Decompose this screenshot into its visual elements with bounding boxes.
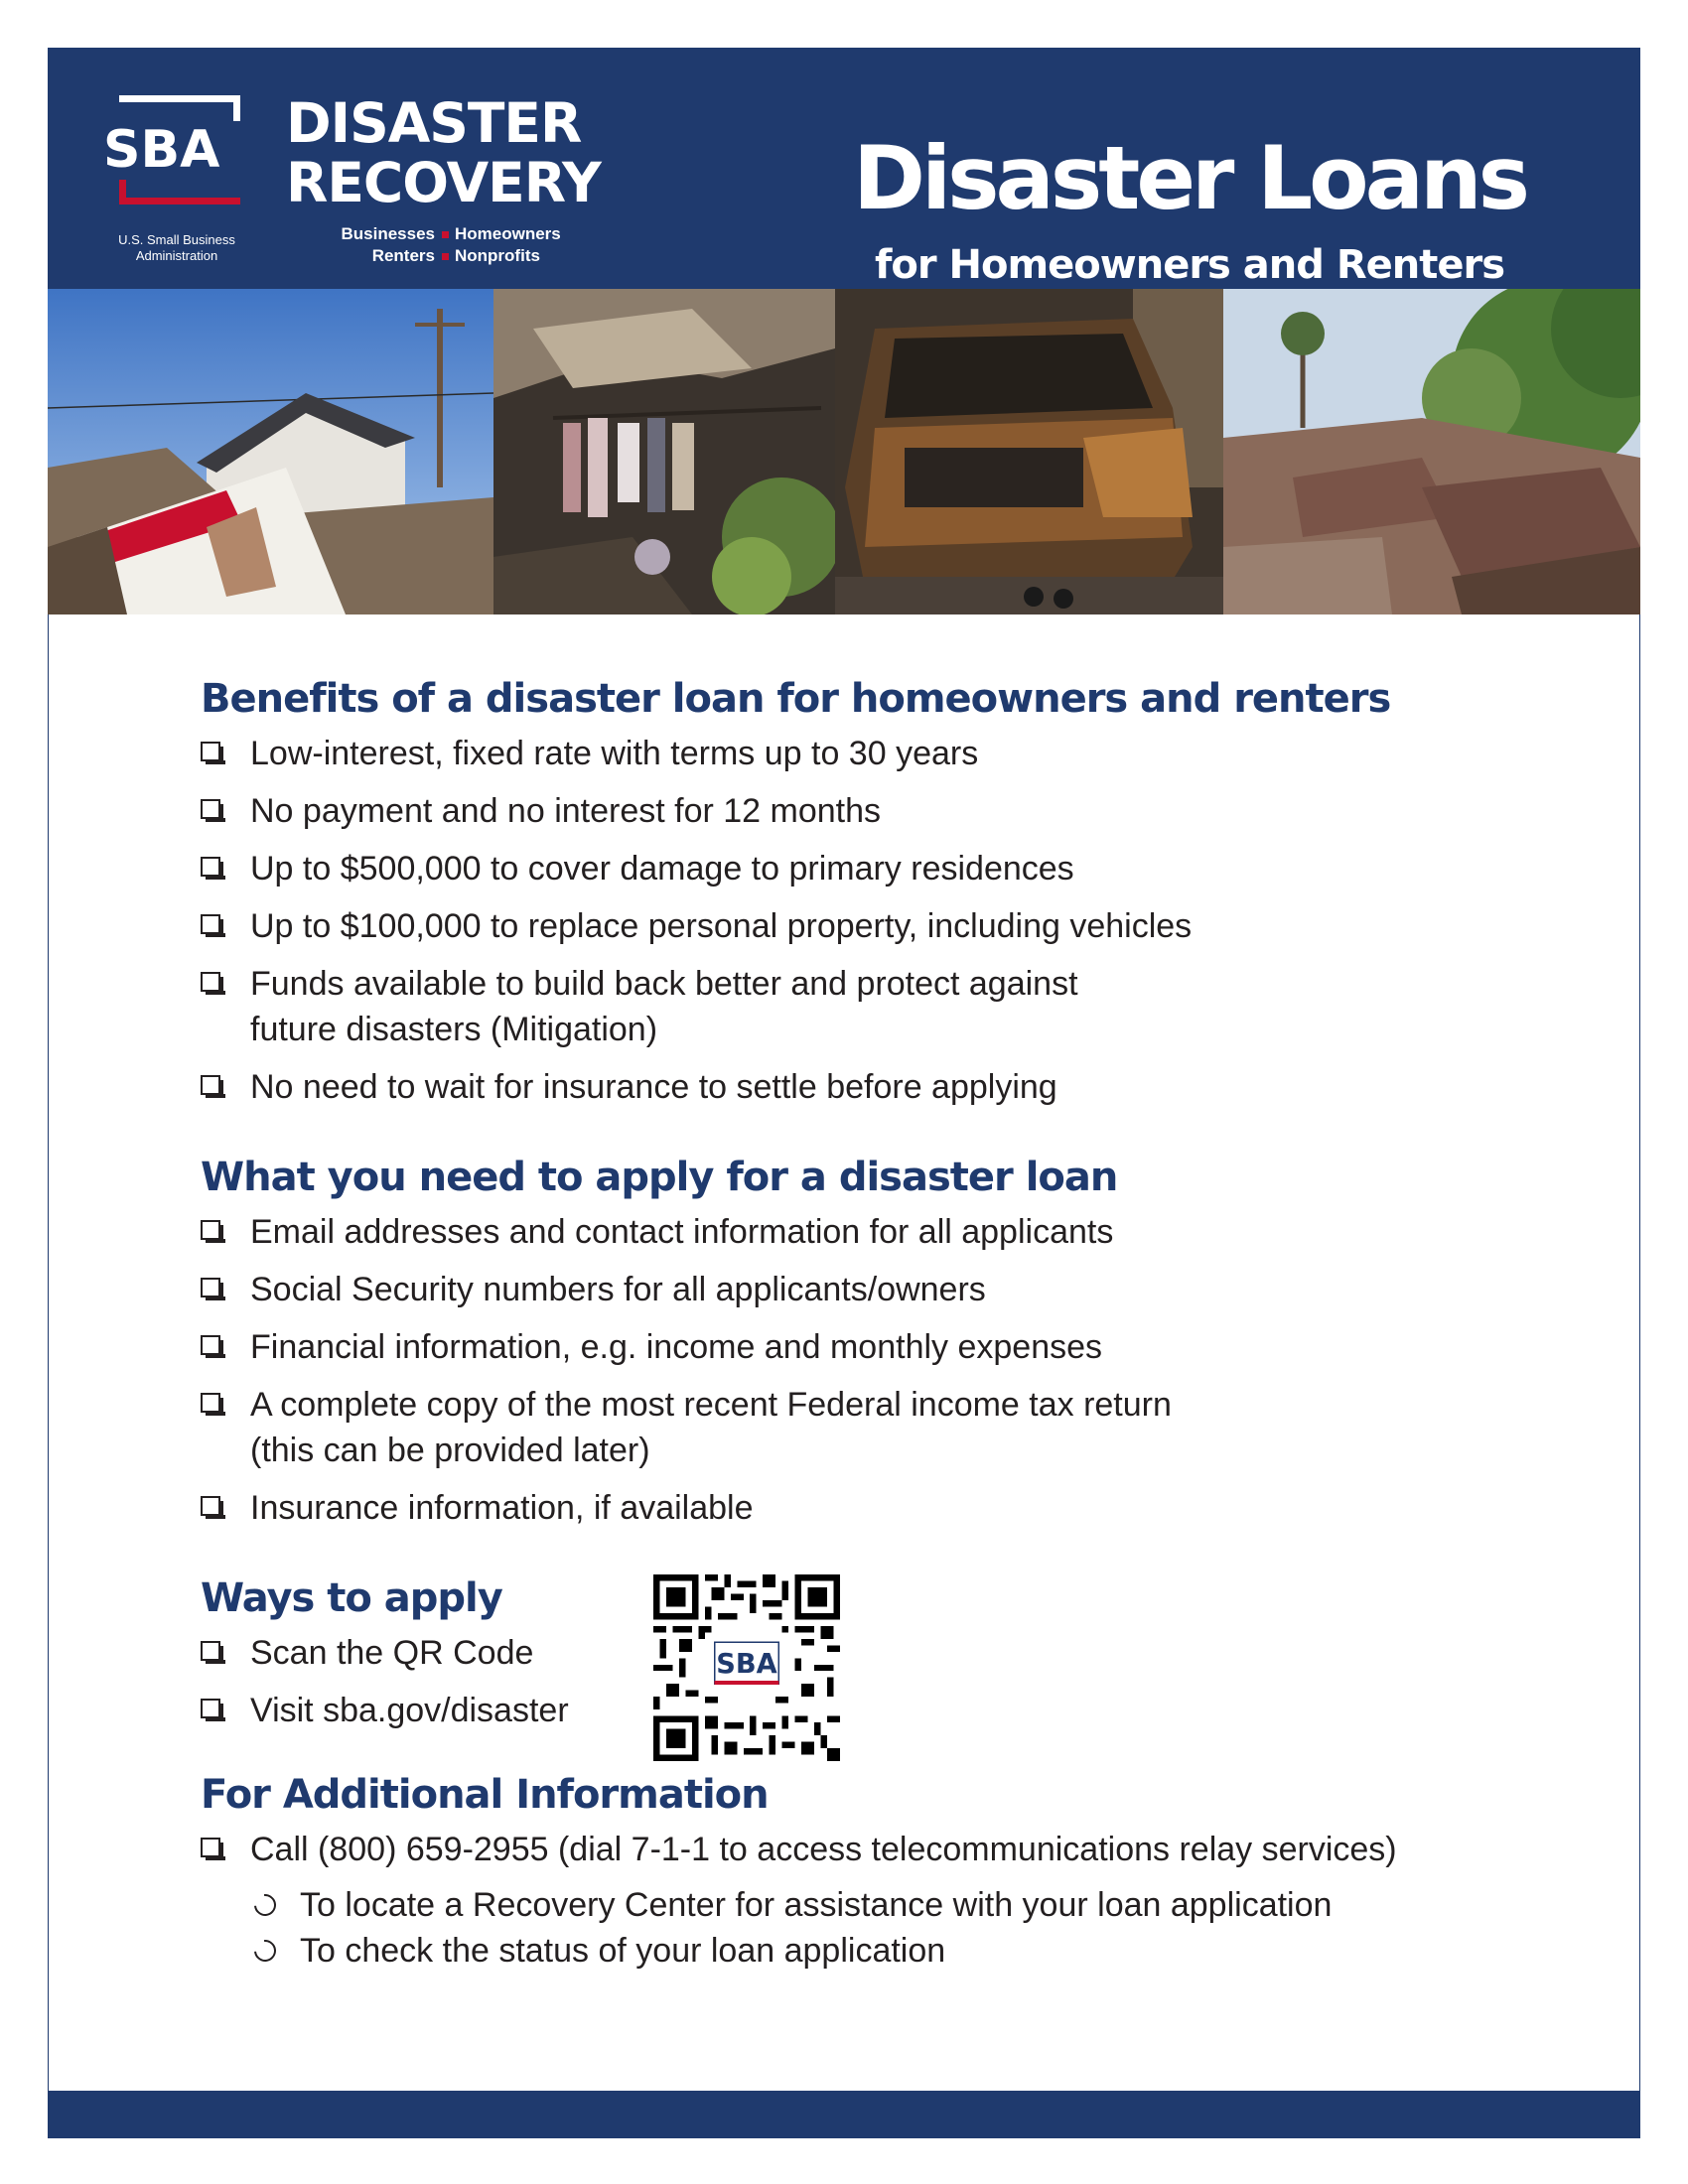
disaster-recovery-title: DISASTER RECOVERY [286,91,601,214]
qr-code[interactable] [653,1574,840,1761]
photo-damaged-interior [493,289,835,614]
svg-text:SBA: SBA [103,120,220,180]
checkbox-icon [201,1496,220,1516]
phone-number-text: Call (800) 659-2955 (dial 7-1-1 to access telecommunications relay services) [250,1831,1397,1868]
checkbox-icon [201,799,220,819]
page-title: Disaster Loans [852,127,1527,229]
circle-bullet-icon [250,1936,281,1967]
checkbox-icon [201,1335,220,1355]
page-subtitle: for Homeowners and Renters [874,242,1505,288]
checkbox-icon [201,1699,220,1718]
photo-collapsed-house [48,289,493,614]
checkbox-icon [201,1220,220,1240]
red-square-bullet [442,231,449,238]
checkbox-icon [201,742,220,761]
sba-logo [99,95,258,205]
category-homeowners: Homeowners [455,224,561,243]
list-item: Financial information, e.g. income and monthly expenses [201,1324,1491,1370]
list-item: Scan the QR Code [201,1630,1491,1676]
list-item: Up to $100,000 to replace personal property, including vehicles [201,903,1491,949]
photo-collapsed-roof [1223,289,1640,614]
disaster-photo-strip [48,289,1640,614]
ways-to-apply-heading: Ways to apply [201,1575,502,1621]
header-banner [48,48,1640,289]
red-square-bullet [442,253,449,260]
list-item: Email addresses and contact information for all applicants [201,1209,1491,1255]
checkbox-icon [201,1075,220,1095]
benefits-heading: Benefits of a disaster loan for homeowners and renters [201,676,1391,722]
list-item [201,1827,1491,1872]
requirements-heading: What you need to apply for a disaster loan [201,1155,1118,1200]
list-item: Funds available to build back better and protect against future disasters (Mitigation) [201,961,1491,1052]
list-item: Low-interest, fixed rate with terms up to 30 years [201,731,1491,776]
svg-text:SBA: SBA [716,1649,777,1681]
list-item: No need to wait for insurance to settle before applying [201,1064,1491,1110]
photo-burned-car [835,289,1223,614]
sub-list-item: To locate a Recovery Center for assistance with your loan application [250,1882,1491,1928]
checkbox-icon [201,972,220,992]
ways-to-apply-section [201,1574,1491,1733]
category-businesses: Businesses [341,224,435,243]
list-item: Social Security numbers for all applicants/owners [201,1267,1491,1312]
requirements-section [201,1154,1491,1531]
checkbox-icon [201,1641,220,1661]
sub-list-item: To check the status of your loan application [250,1928,1491,1974]
footer-bar [48,2091,1640,2138]
circle-bullet-icon [250,1890,281,1921]
sba-agency-name: U.S. Small Business Administration [118,232,235,263]
list-item: A complete copy of the most recent Federal income tax return (this can be provided later) [201,1382,1491,1473]
list-item: Up to $500,000 to cover damage to primary residences [201,846,1491,891]
category-renters: Renters [371,246,435,265]
recovery-categories [326,224,594,266]
checkbox-icon [201,1278,220,1297]
list-item: No payment and no interest for 12 months [201,788,1491,834]
checkbox-icon [201,914,220,934]
list-item[interactable] [201,1688,1491,1733]
category-nonprofits: Nonprofits [455,246,540,265]
list-item: Insurance information, if available [201,1485,1491,1531]
checkbox-icon [201,1838,220,1857]
checkbox-icon [201,857,220,877]
additional-info-heading: For Additional Information [201,1772,769,1818]
benefits-section [201,675,1491,1110]
additional-info-section [201,1771,1491,1974]
checkbox-icon [201,1393,220,1413]
main-content [201,675,1491,1974]
sba-disaster-link[interactable]: Visit sba.gov/disaster [250,1692,569,1729]
